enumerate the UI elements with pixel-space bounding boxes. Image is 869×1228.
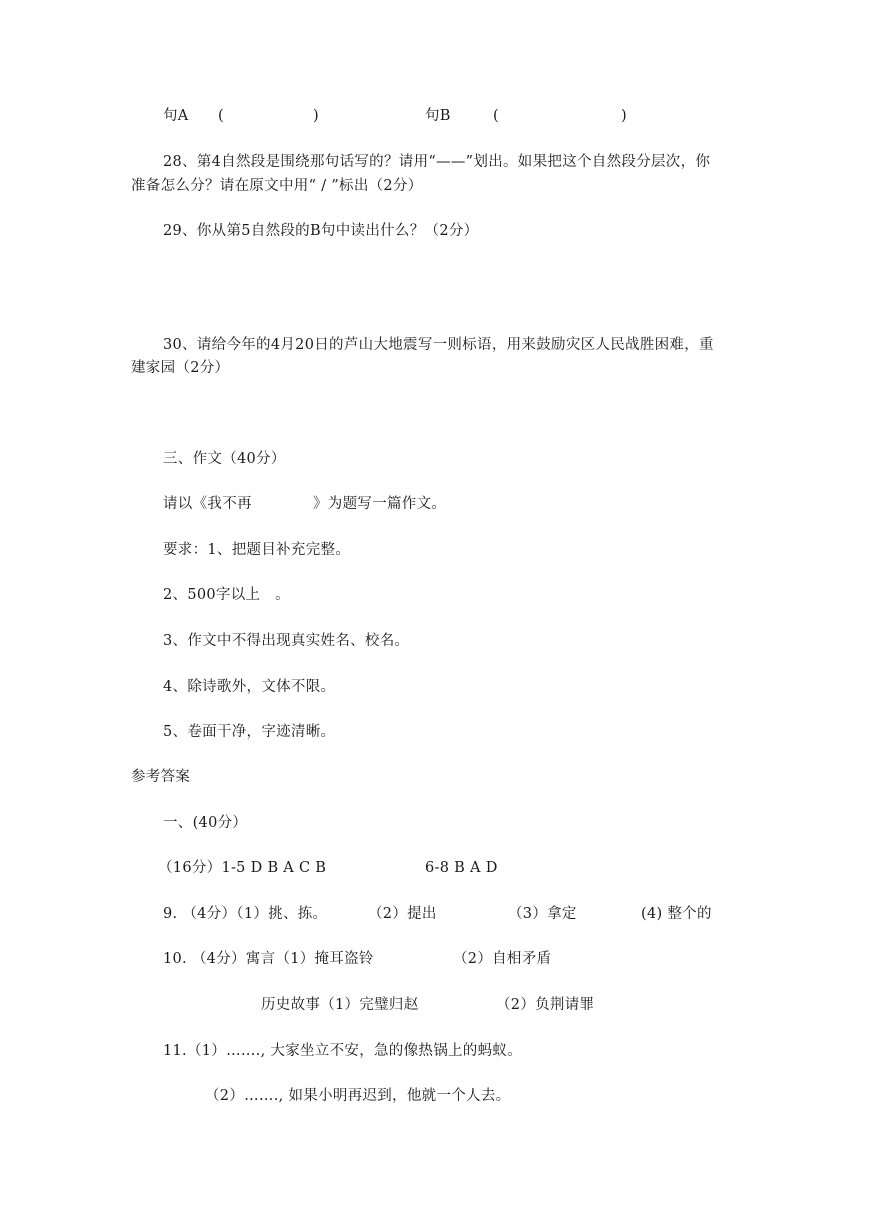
answers-q9-part-2: （2）提出 (368, 906, 437, 922)
q29-text: 29、你从第5自然段的B句中读出什么？（2分） (163, 223, 479, 239)
answers-q9-part-4: (4) 整个的 (641, 906, 712, 922)
essay-heading: 三、作文（40分） (163, 451, 286, 467)
answers-q10-history-1: 历史故事（1）完璧归赵 (261, 997, 419, 1013)
answers-q11-2: （2）……., 如果小明再迟到，他就一个人去。 (205, 1088, 511, 1104)
essay-requirement-2: 2、500字以上 。 (163, 587, 290, 603)
essay-requirement-5: 5、卷面干净，字迹清晰。 (163, 724, 336, 740)
q27-sentence-b-open-paren: ( (493, 108, 499, 124)
answers-q9-part-1: 9. （4分）（1）挑、拣。 (163, 906, 328, 922)
essay-prompt-start: 请以《我不再 (163, 496, 252, 512)
q30-line-2: 建家园（2分） (131, 360, 230, 376)
q27-sentence-a-open-paren: ( (218, 108, 224, 124)
answers-q10-history-2: （2）负荆请罪 (496, 997, 595, 1013)
essay-requirement-4: 4、除诗歌外，文体不限。 (163, 679, 336, 695)
answers-q10-fable-1: 10. （4分）寓言（1）掩耳盗铃 (163, 951, 374, 967)
answers-q9-part-3: （3）拿定 (508, 906, 577, 922)
q28-line-1: 28、第4自然段是围绕那句话写的？请用“——”划出。如果把这个自然段分层次，你 (163, 154, 711, 170)
q30-line-1: 30、请给今年的4月20日的芦山大地震写一则标语，用来鼓励灾区人民战胜困难，重 (163, 337, 714, 353)
answers-section-1: 一、(40分） (163, 815, 248, 831)
essay-prompt-end: 》为题写一篇作文。 (313, 496, 447, 512)
essay-requirement-3: 3、作文中不得出现真实姓名、校名。 (163, 633, 410, 649)
q28-line-2: 准备怎么分？请在原文中用“ / ”标出（2分） (131, 178, 423, 194)
q27-sentence-a-close-paren: ) (313, 108, 319, 124)
q27-sentence-a-label: 句A (163, 108, 189, 124)
essay-requirement-1: 要求：1、把题目补充完整。 (163, 542, 351, 558)
answers-heading: 参考答案 (131, 769, 191, 785)
q27-sentence-b-label: 句B (425, 108, 451, 124)
q27-sentence-b-close-paren: ) (621, 108, 627, 124)
answers-q10-fable-2: （2）自相矛盾 (453, 951, 552, 967)
answers-mc-1-5: （16分）1-5 D B A C B (158, 860, 327, 876)
answers-q11-1: 11.（1）……., 大家坐立不安，急的像热锅上的蚂蚁。 (163, 1043, 523, 1059)
answers-mc-6-8: 6-8 B A D (425, 860, 498, 876)
